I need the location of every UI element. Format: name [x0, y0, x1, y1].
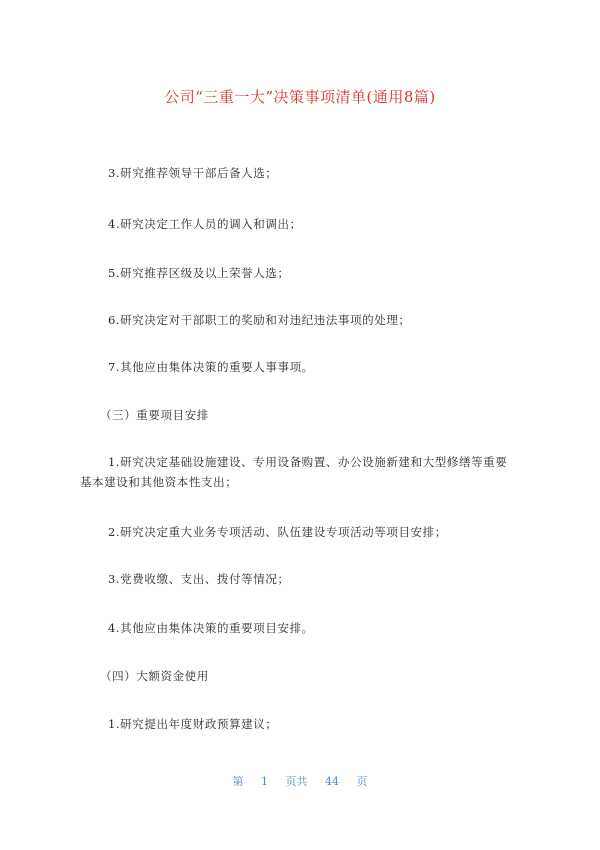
paragraph	[0, 310, 600, 330]
paragraph-line: 2.研究决定重大业务专项活动、队伍建设专项活动等项目安排；	[108, 525, 447, 539]
paragraph	[0, 214, 600, 234]
paragraph	[0, 569, 600, 589]
paragraph	[0, 618, 600, 638]
total-pages-number: 44	[325, 775, 339, 788]
section-heading	[0, 405, 600, 425]
paragraph-line: 1.研究提出年度财政预算建议；	[108, 717, 278, 731]
current-page-number: 1	[261, 775, 268, 788]
footer-suffix: 页	[356, 775, 368, 788]
section-heading-text: （四）大额资金使用	[100, 669, 209, 683]
footer-middle: 页共	[285, 775, 308, 788]
paragraph-line: 1.研究决定基础设施建设、专用设备购置、办公设施新建和大型修缮等重要	[108, 455, 508, 469]
footer-prefix: 第	[232, 775, 244, 788]
paragraph	[0, 452, 600, 492]
paragraph-line: 4.其他应由集体决策的重要项目安排。	[108, 621, 314, 635]
section-heading-text: （三）重要项目安排	[100, 408, 209, 422]
paragraph	[0, 163, 600, 183]
document-title: 公司“三重一大”决策事项清单(通用8篇)	[164, 88, 436, 106]
paragraph	[0, 714, 600, 734]
paragraph	[0, 357, 600, 377]
section-heading	[0, 666, 600, 686]
paragraph-line: 4.研究决定工作人员的调入和调出；	[108, 217, 302, 231]
paragraph-line: 3.研究推荐领导干部后备人选；	[108, 166, 278, 180]
paragraph-line: 5.研究推荐区级及以上荣誉人选；	[108, 266, 290, 280]
page-number-footer	[0, 773, 600, 789]
paragraph	[0, 522, 600, 542]
paragraph-line: 7.其他应由集体决策的重要人事事项。	[108, 360, 314, 374]
paragraph	[0, 263, 600, 283]
paragraph-line: 6.研究决定对干部职工的奖励和对违纪违法事项的处理；	[108, 313, 411, 327]
paragraph-line: 3.党费收缴、支出、拨付等情况；	[108, 572, 290, 586]
paragraph-line: 基本建设和其他资本性支出；	[80, 475, 238, 489]
